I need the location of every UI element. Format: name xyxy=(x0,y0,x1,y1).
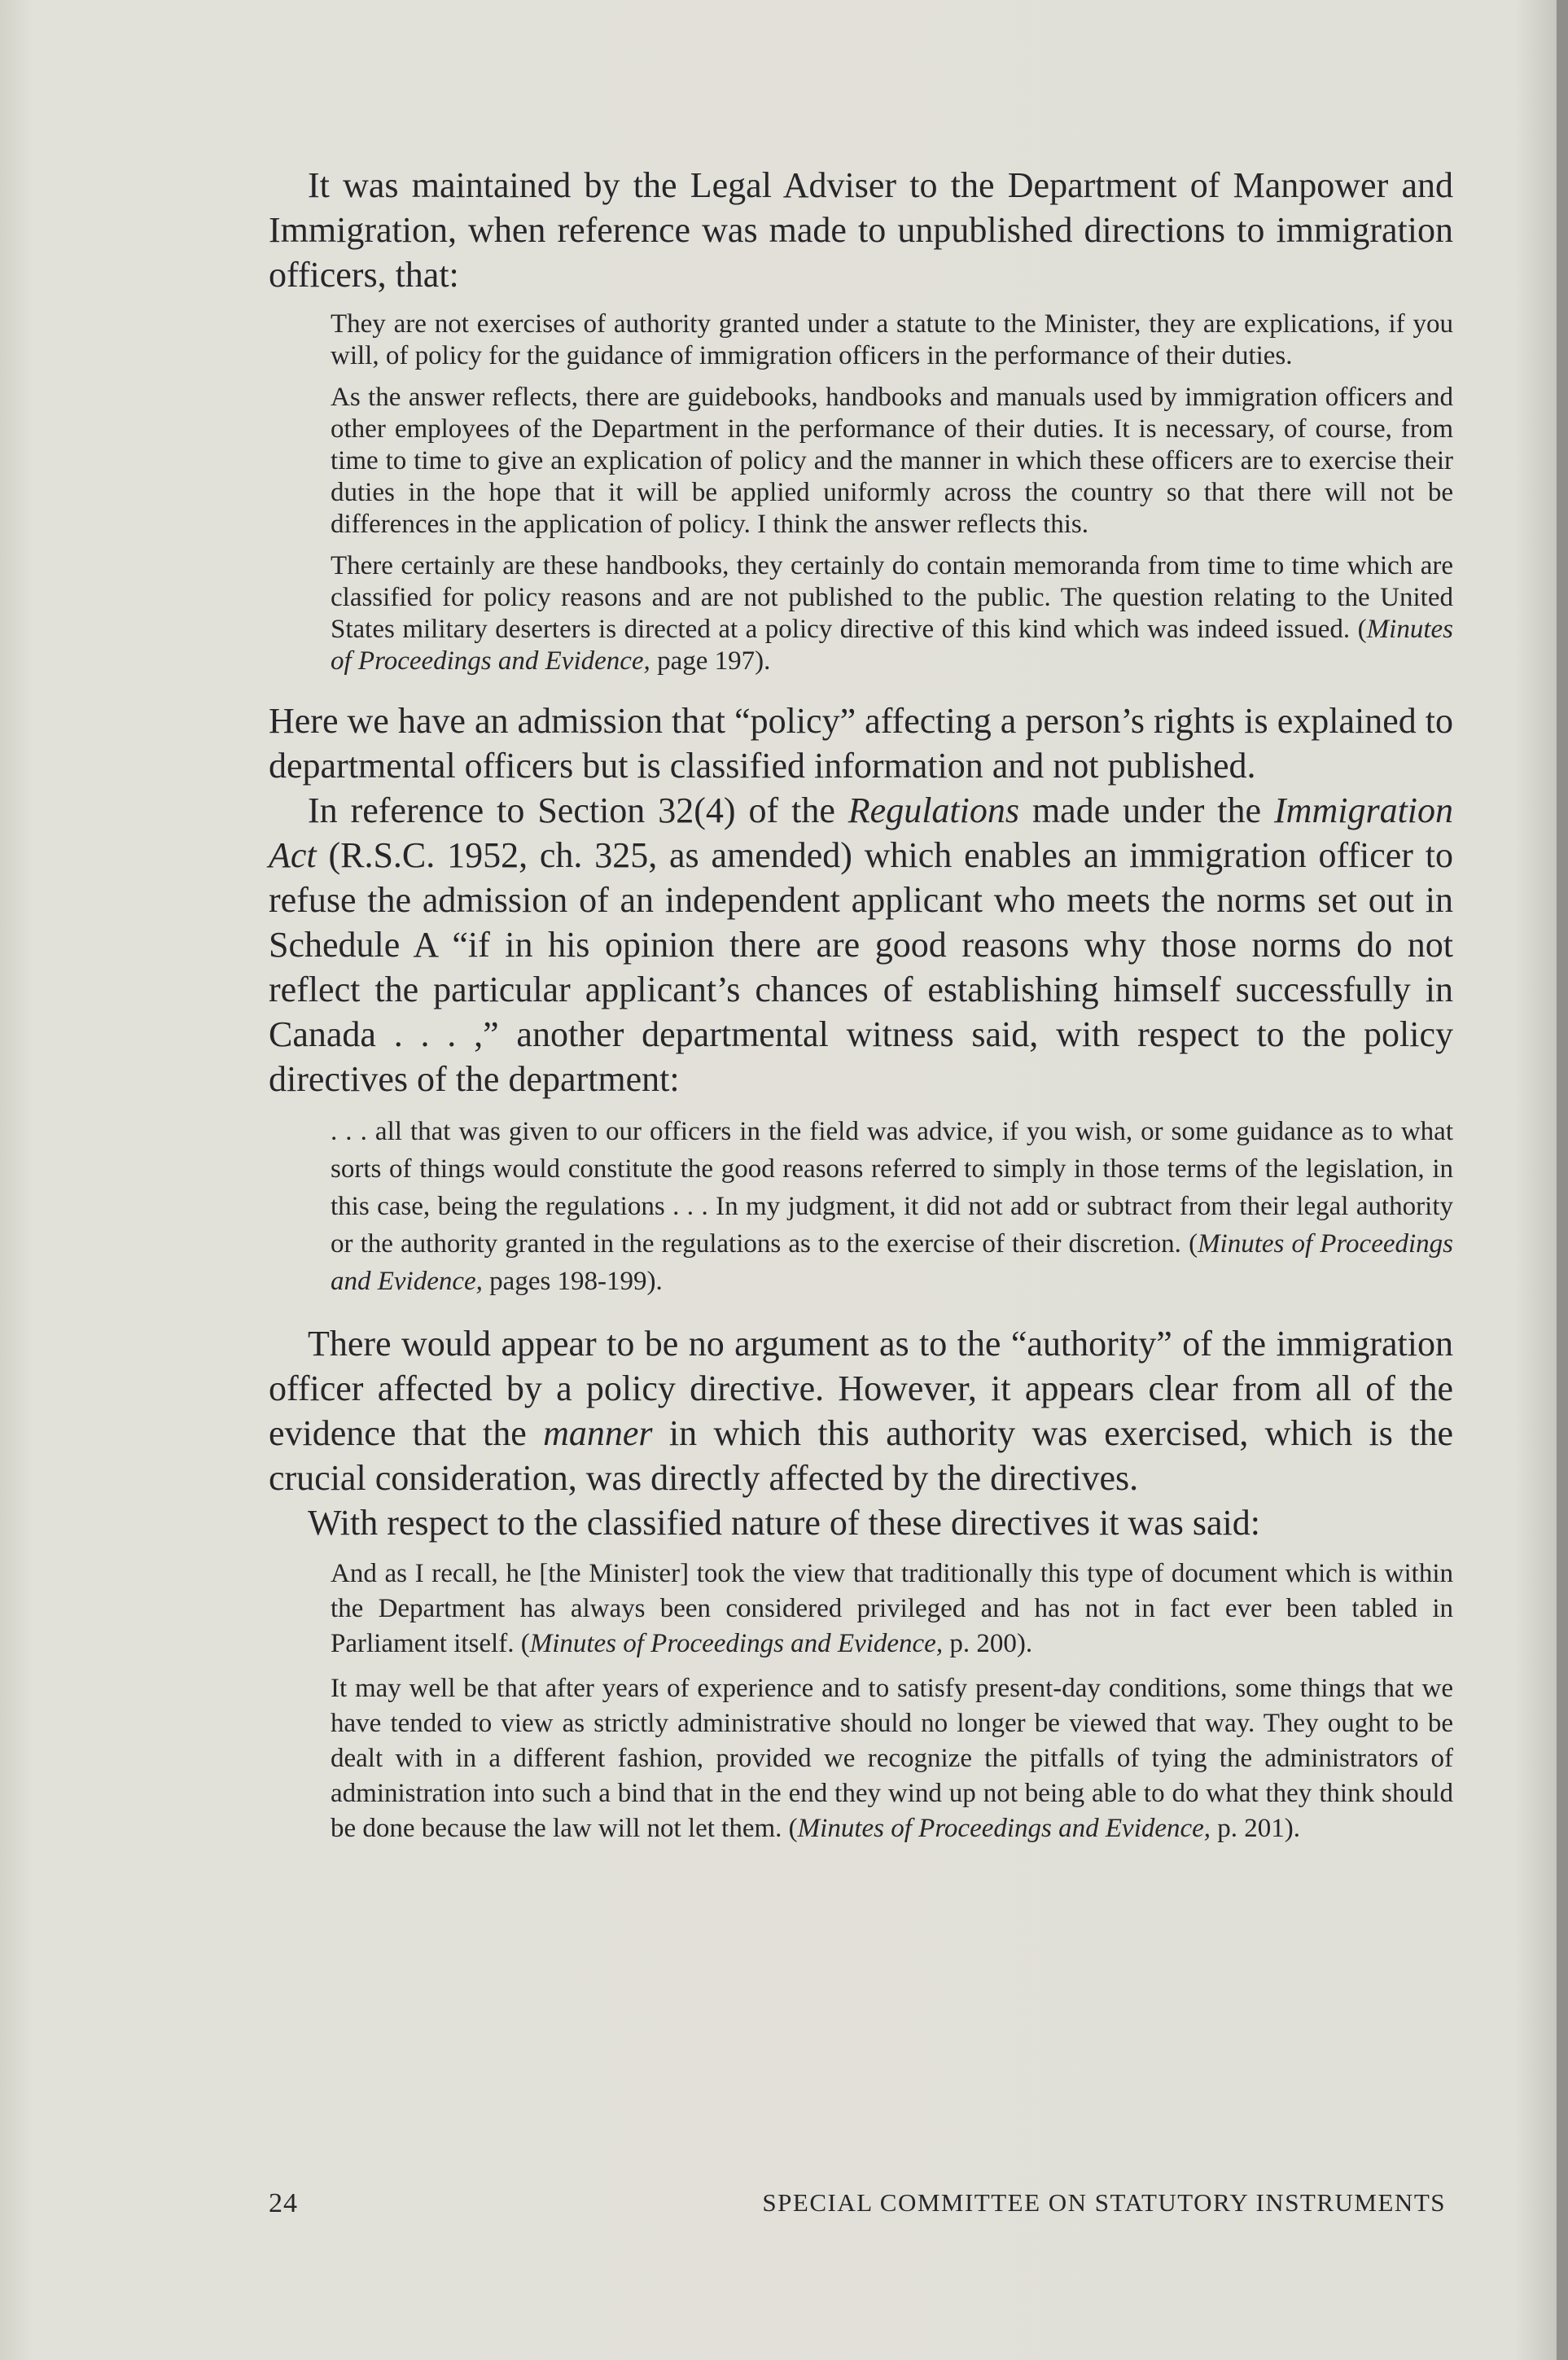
section-reference-paragraph: In reference to Section 32(4) of the Regulations made under the Immigration Act (R.S.C. 1952, ch. 325, as amended) which enables an immigration officer to refuse the admission of an independent applicant who meets the norms set out in Schedule A “if in his opinion there are good reasons why those norms do not reflect the particular applicant’s chances of establishing himself successfully in Canada . . . ,” another departmental witness said, with respect to the policy directives of the department: xyxy=(269,790,1454,1099)
page-body xyxy=(269,163,1453,1856)
page-number: 24 xyxy=(269,2188,298,2218)
running-title: SPECIAL COMMITTEE ON STATUTORY INSTRUMENTS xyxy=(762,2188,1446,2217)
book-spine-shadow xyxy=(1557,0,1568,2360)
regulations-title: Regulations xyxy=(848,790,1019,830)
admission-paragraph: Here we have an admission that “policy” affecting a person’s rights is explained to departmental officers but is classified information and not published. xyxy=(269,701,1453,786)
classified-paragraph: With respect to the classified nature of these directives it was said: xyxy=(308,1503,1260,1543)
emphasis-manner: manner xyxy=(543,1413,653,1453)
authority-paragraph: There would appear to be no argument as to the “authority” of the immigration officer affected by a policy directive. However, it appears clear from all of the evidence that the manner in which this authority was exercised, which is the crucial consideration, was directly affected by the directives. xyxy=(269,1324,1453,1498)
quote-paragraph: As the answer reflects, there are guidebooks, handbooks and manuals used by immigration officers and other employees of the Department in the performance of their duties. It is necessary, of course, from time to time to give an explication of policy and the manner in which these officers are to exercise their duties in the hope that it will be applied uniformly across the country so that there will not be differences in the application of policy. I think the answer reflects this. xyxy=(331,383,1453,539)
minister-quotation xyxy=(331,1557,1453,1846)
legal-adviser-quotation xyxy=(331,309,1453,677)
quote-paragraph: They are not exercises of authority granted under a statute to the Minister, they are explications, if you will, of policy for the guidance of immigration officers in the performance of their duties. xyxy=(331,309,1453,370)
quote-paragraph: It may well be that after years of experience and to satisfy present-day conditions, some things that we have tended to view as strictly administrative should no longer be viewed that way. They ought to be dealt with in a different fashion, provided we recognize the pitfalls of tying the administrators of administration into such a bind that in the end they wind up not being able to do what they think should be done because the law will not let them. (Minutes of Proceedings and Evidence, p. 201). xyxy=(331,1674,1453,1843)
quote-text: There certainly are these handbooks, they certainly do contain memoranda from time to time which are classified for policy reasons and are not published to the public. The question relating to the United States military deserters is directed at a policy directive of this kind which was indeed issued. xyxy=(331,551,1453,644)
citation: (Minutes of Proceedings and Evidence, pages 198-199). xyxy=(331,1229,1454,1296)
intro-paragraph: It was maintained by the Legal Adviser to the Department of Manpower and Immigration, when reference was made to unpublished directions to immigration officers, that: xyxy=(269,165,1453,295)
witness-quotation xyxy=(331,1113,1453,1300)
citation: (Minutes of Proceedings and Evidence, p. 200). xyxy=(520,1629,1033,1658)
quote-paragraph xyxy=(331,550,1453,677)
citation: (Minutes of Proceedings and Evidence, p. 201). xyxy=(788,1814,1301,1843)
citation: (Minutes of Proceedings and Evidence, page 197). xyxy=(331,615,1453,676)
quote-paragraph: . . . all that was given to our officers in the field was advice, if you wish, or some guidance as to what sorts of things would constitute the good reasons referred to simply in those terms of the legislation, in this case, being the regulations . . . In my judgment, it did not add or subtract from their legal authority or the authority granted in the regulations as to the exercise of their discretion. (Minutes of Proceedings and Evidence, pages 198-199). xyxy=(331,1117,1454,1296)
page-footer xyxy=(269,2188,1446,2219)
quote-paragraph: And as I recall, he [the Minister] took the view that traditionally this type of document which is within the Department has always been considered privileged and has not in fact ever been tabled in Parliament itself. (Minutes of Proceedings and Evidence, p. 200). xyxy=(331,1559,1453,1658)
immigration-act-title: Immigration Act xyxy=(269,790,1454,875)
